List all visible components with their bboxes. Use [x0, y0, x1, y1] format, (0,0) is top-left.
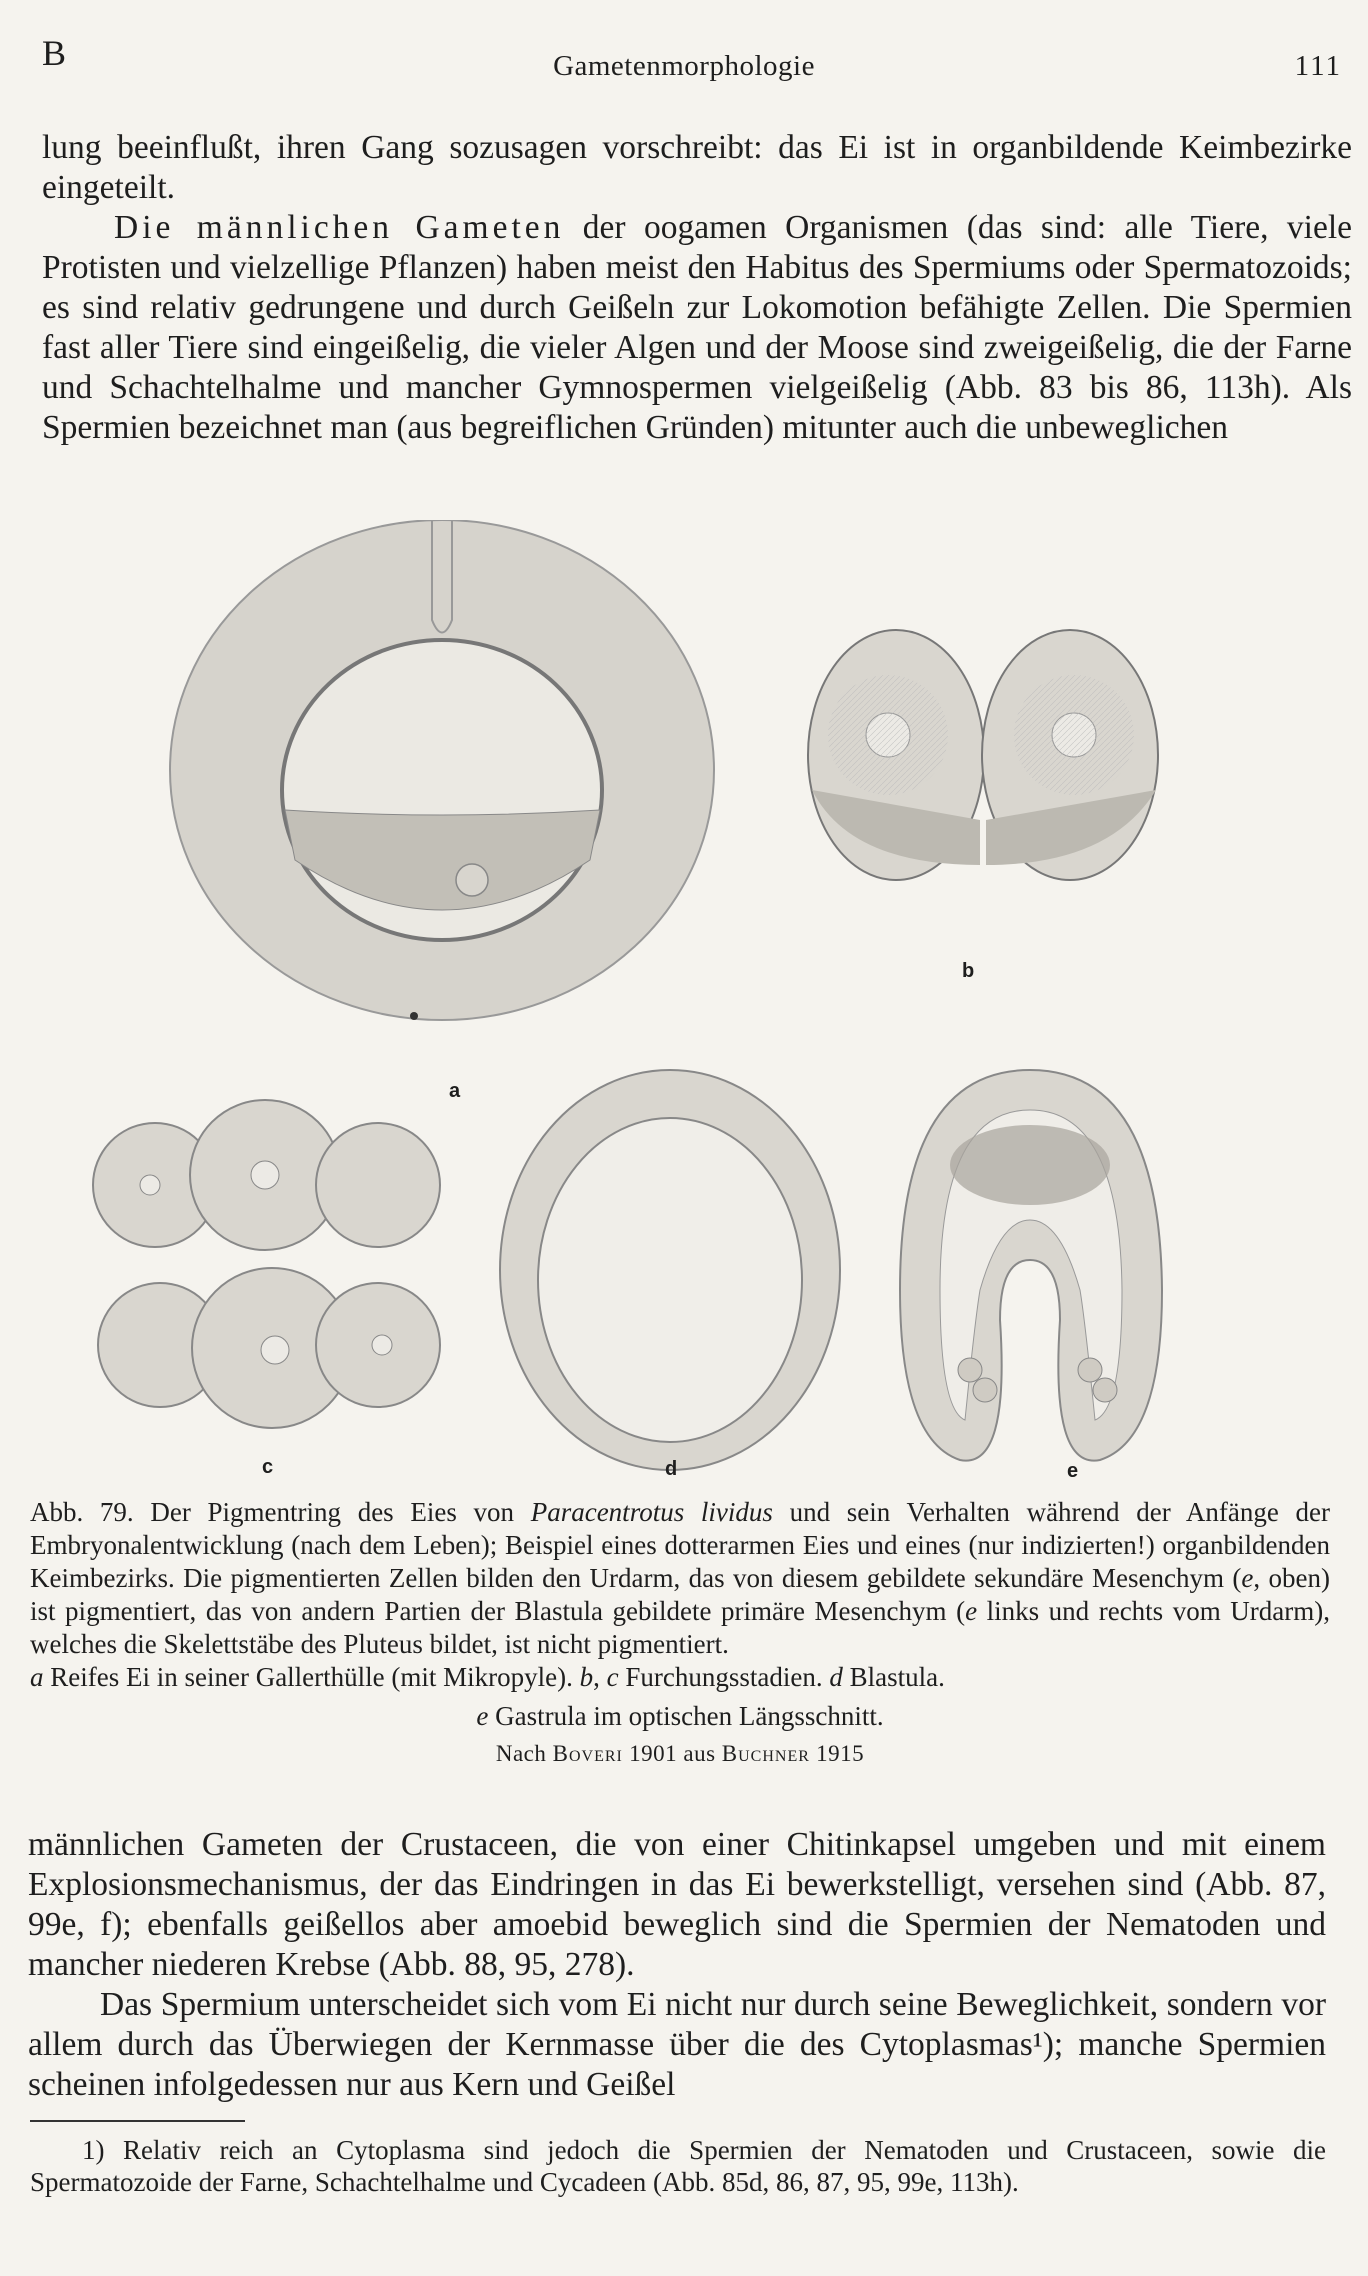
illustration-a-egg [170, 520, 714, 1020]
paragraph-text: der oogamen Organismen (das sind: alle Tiere, viele Protisten und vielzellige Pflanzen) haben meist den Habitus des Spermiums oder Spermatozoids; es sind relativ gedrungene und durch Geißeln zur Lokomotion befähigte Zellen. Die Spermien fast aller Tiere sind eingeißelig, die vieler Algen und der Moose sind zweigeißelig, die der Farne und Schachtelhalme und mancher Gymnospermen vielgeißelig (Abb. 83 bis 86, 113h). Als Spermien bezeichnet man (aus begreiflichen Gründen) mitunter auch die unbeweglichen [42, 209, 1352, 446]
paragraph: Das Spermium unterscheidet sich vom Ei nicht nur durch seine Beweglichkeit, sondern vor allem durch das Überwiegen der Kernmasse über die des Cytoplasmas¹); manche Spermien scheinen infolgedessen nur aus Kern und Geißel [28, 1986, 1326, 2103]
paragraph [42, 208, 1352, 448]
figure-label-d: d [665, 1458, 678, 1480]
illustration-b-two-cell [808, 630, 1158, 880]
caption-key: a Reifes Ei in seiner Gallerthülle (mit Mikropyle). b, c Furchungsstadien. d Blastula. [30, 1662, 945, 1692]
figure-caption [30, 1496, 1330, 1770]
footnote-rule [30, 2120, 245, 2122]
emphasis-text: Die männlichen Gameten [114, 209, 565, 246]
paragraph: männlichen Gameten der Crustaceen, die von einer Chitinkapsel umgeben und mit einem Explosionsmechanismus, der das Eindringen in das Ei bewerkstelligt, versehen sind (Abb. 87, 99e, f); ebenfalls geißellos aber amoebid beweglich sind die Spermien der Nematoden und mancher niederen Krebse (Abb. 88, 95, 278). [28, 1826, 1326, 1983]
caption-main: Abb. 79. Der Pigmentring des Eies von Paracentrotus lividus und sein Verhalten während der Anfänge der Embryonalentwicklung (nach dem Leben); Beispiel eines dotterarmen Eies und eines (nur indizierten!) organbildenden Keimbezirks. Die pigmentierten Zellen bilden den Urdarm, das von diesem gebildete sekundäre Mesenchym (e, oben) ist pigmentiert, das von andern Partien der Blastula gebildete primäre Mesenchym (e links und rechts vom Urdarm), welches die Skelettstäbe des Pluteus bildet, ist nicht pigmentiert. [30, 1497, 1330, 1659]
paragraph: lung beeinflußt, ihren Gang sozusagen vorschreibt: das Ei ist in organbildende Keimbezirke eingeteilt. [42, 129, 1352, 206]
page-number: 111 [1294, 50, 1342, 82]
section-letter: B [42, 33, 67, 73]
illustration-c-eight-cell [93, 1100, 440, 1428]
figure-label-e: e [1067, 1460, 1079, 1482]
footnote-text: 1) Relativ reich an Cytoplasma sind jedoch die Spermien der Nematoden und Crustaceen, sowie die Spermatozoide der Farne, Schachtelhalme und Cycadeen (Abb. 85d, 86, 87, 95, 99e, 113h). [30, 2135, 1326, 2197]
illustration-e-gastrula [900, 1070, 1162, 1461]
figure-label-c: c [262, 1456, 274, 1478]
figure-label-b: b [962, 960, 975, 982]
top-text-block [42, 128, 1352, 448]
figure-label-a: a [449, 1080, 461, 1102]
species-name: Paracentrotus lividus [530, 1497, 773, 1527]
caption-source: Nach Boveri 1901 aus Buchner 1915 [495, 1741, 865, 1766]
footnote [30, 2134, 1326, 2198]
figure-79 [0, 520, 1368, 1500]
caption-key-e: e Gastrula im optischen Längsschnitt. [476, 1701, 884, 1731]
illustration-d-blastula [500, 1070, 840, 1470]
running-title: Gametenmorphologie [553, 50, 815, 82]
bottom-text-block [28, 1825, 1326, 2105]
figure-drawing [0, 520, 1368, 1500]
